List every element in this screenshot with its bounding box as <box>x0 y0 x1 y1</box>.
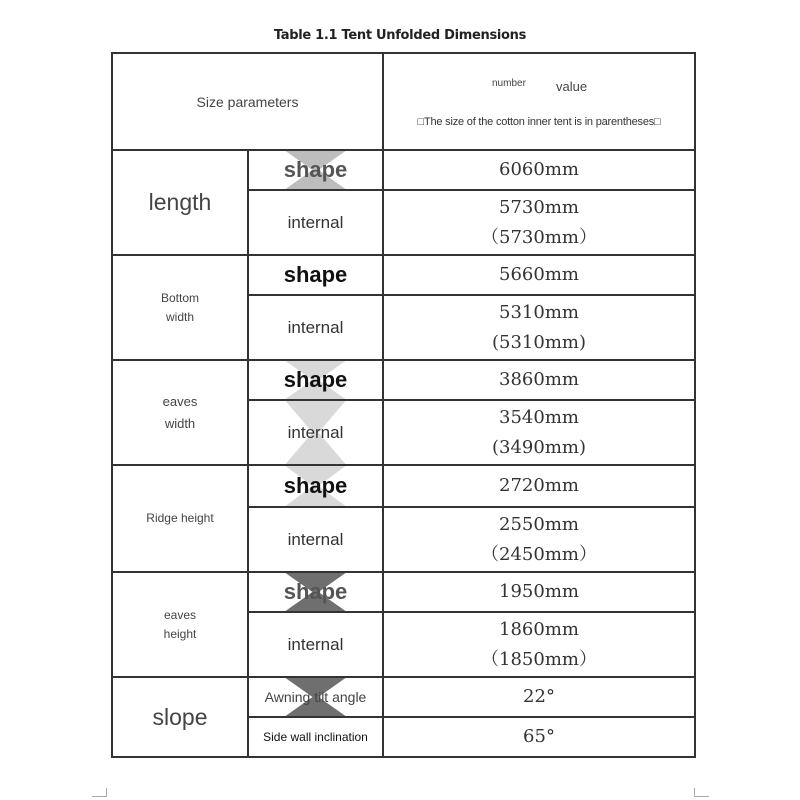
inner-value-paren: （1850mm） <box>481 648 597 670</box>
group-slope: slope <box>112 677 248 757</box>
inner-label: internal <box>287 422 344 442</box>
inner-value-cell <box>383 400 695 465</box>
inner-value-paren: （2450mm） <box>481 543 597 565</box>
group-label-line2: width <box>164 415 196 431</box>
side-wall-label: Side wall inclination <box>248 717 383 757</box>
inner-value-cell <box>383 612 695 677</box>
inner-label-cell <box>248 400 383 465</box>
awning-value: 22° <box>383 677 695 717</box>
inner-value-paren: （5730mm） <box>481 226 597 248</box>
inner-label: internal <box>248 507 383 572</box>
inner-value: 5310mm <box>499 301 579 323</box>
outer-value: 5660mm <box>383 255 695 295</box>
inner-label: internal <box>248 190 383 255</box>
outer-label: shape <box>283 579 348 604</box>
inner-value-cell <box>383 295 695 360</box>
size-parameters-header: Size parameters <box>112 53 383 150</box>
table-row <box>112 465 695 507</box>
page-corner-mark <box>694 788 709 797</box>
group-label-line2: height <box>163 626 197 641</box>
table-caption: Table 1.1 Tent Unfolded Dimensions <box>273 28 527 43</box>
outer-label-cell <box>248 572 383 612</box>
inner-value-cell <box>383 190 695 255</box>
inner-value: 1860mm <box>499 618 579 640</box>
outer-label-cell <box>248 150 383 190</box>
header-row <box>112 53 695 150</box>
outer-value: 6060mm <box>383 150 695 190</box>
group-bottom-width <box>112 255 248 360</box>
group-label-line1: eaves <box>162 393 198 409</box>
outer-label-cell <box>248 360 383 400</box>
inner-value-cell <box>383 507 695 572</box>
number-label: number <box>492 78 526 89</box>
table-row <box>112 677 695 717</box>
group-ridge-height: Ridge height <box>112 465 248 572</box>
awning-label: Awning tilt angle <box>264 689 367 705</box>
outer-label: shape <box>283 262 348 287</box>
group-label-line2: width <box>165 309 194 324</box>
awning-label-cell <box>248 677 383 717</box>
dimensions-table <box>111 52 696 758</box>
value-label: value <box>556 79 588 94</box>
page-corner-mark <box>92 788 107 797</box>
inner-label: internal <box>248 295 383 360</box>
table-row <box>112 572 695 612</box>
outer-label: shape <box>283 473 348 498</box>
side-wall-value: 65° <box>383 717 695 757</box>
group-label-line1: eaves <box>163 607 197 622</box>
value-header <box>383 53 695 150</box>
inner-value: 2550mm <box>499 513 579 535</box>
outer-label: shape <box>283 157 348 182</box>
group-eaves-width <box>112 360 248 465</box>
parentheses-note: □The size of the cotton inner tent is in parentheses□ <box>417 116 661 128</box>
table-row <box>112 255 695 295</box>
group-label-line1: Bottom <box>160 290 199 305</box>
inner-value-paren: (3490mm) <box>492 436 586 458</box>
inner-label: internal <box>248 612 383 677</box>
inner-value-paren: (5310mm) <box>492 331 586 353</box>
outer-value: 3860mm <box>383 360 695 400</box>
table-row <box>112 150 695 190</box>
outer-label-cell <box>248 465 383 507</box>
inner-value: 5730mm <box>499 196 579 218</box>
outer-label: shape <box>283 367 348 392</box>
group-length: length <box>112 150 248 255</box>
group-eaves-height <box>112 572 248 677</box>
inner-value: 3540mm <box>499 406 579 428</box>
outer-value: 1950mm <box>383 572 695 612</box>
outer-label-cell <box>248 255 383 295</box>
table-row <box>112 360 695 400</box>
outer-value: 2720mm <box>383 465 695 507</box>
